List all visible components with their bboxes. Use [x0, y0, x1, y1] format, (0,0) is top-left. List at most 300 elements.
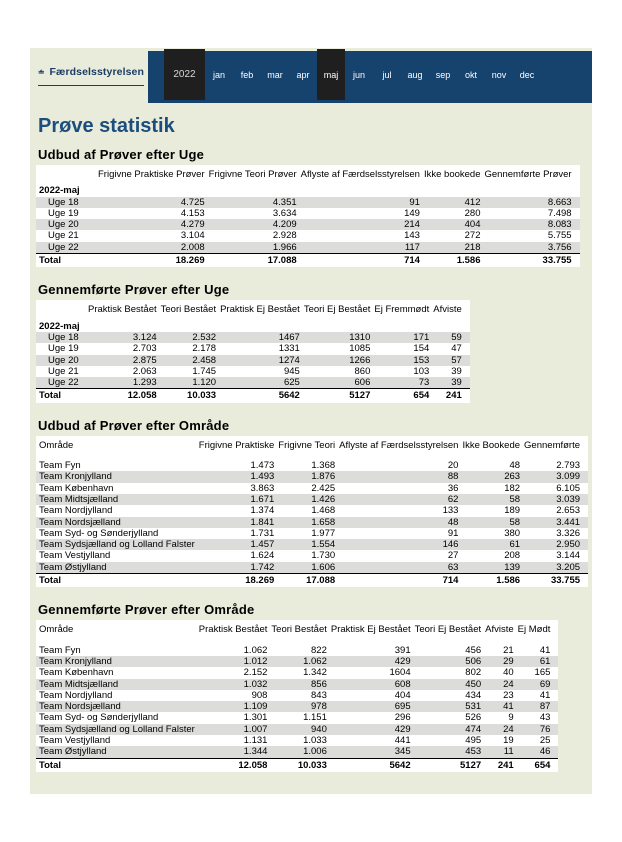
total-label: Total	[36, 389, 86, 403]
value-cell: 1.742	[250, 561, 275, 573]
value-cell: 860	[354, 365, 371, 377]
month-feb[interactable]: feb	[240, 69, 254, 80]
table-row	[36, 539, 588, 550]
table-udbud-omraade	[36, 436, 588, 588]
value-cell: 1.012	[243, 655, 268, 667]
table-row	[36, 562, 588, 574]
value-cell: 117	[404, 241, 420, 253]
value-cell: 2.152	[243, 667, 268, 679]
table-row	[36, 460, 588, 471]
row-label: Team Midtsjælland	[39, 678, 119, 690]
column-header: Ikke bookede	[423, 169, 481, 180]
value-cell: 404	[394, 689, 411, 701]
crown-icon	[38, 65, 45, 78]
table-row	[36, 701, 558, 712]
value-cell: 58	[509, 516, 521, 528]
value-cell: 474	[465, 723, 482, 735]
total-row	[36, 758, 558, 772]
header-row	[36, 436, 588, 454]
value-cell: 61	[539, 655, 551, 667]
value-cell: 606	[354, 377, 371, 389]
value-cell: 133	[442, 505, 459, 517]
value-cell: 2.703	[132, 343, 157, 355]
value-cell: 3.441	[556, 516, 581, 528]
value-cell: 165	[534, 667, 551, 679]
month-filter-list	[205, 49, 541, 100]
section-heading: Udbud af Prøver efter Uge	[38, 147, 205, 162]
month-dec[interactable]: dec	[519, 69, 535, 80]
section-gennemfoerte-omraade	[30, 602, 592, 772]
row-label: Team Vestjylland	[39, 550, 111, 562]
month-maj[interactable]: maj	[317, 49, 345, 100]
value-cell: 5.755	[547, 230, 572, 242]
column-header: Frigivne Praktiske	[198, 439, 275, 451]
value-cell: 1.493	[250, 471, 275, 483]
value-cell: 171	[413, 331, 430, 343]
value-cell: 1.032	[243, 678, 268, 690]
value-cell: 2.063	[132, 365, 157, 377]
value-cell: 945	[283, 365, 300, 377]
table-row	[36, 528, 588, 539]
value-cell: 1.131	[243, 734, 268, 746]
total-row	[36, 254, 580, 268]
group-row	[36, 319, 470, 332]
value-cell: 7.498	[547, 207, 572, 219]
value-cell: 58	[509, 493, 521, 505]
table-row	[36, 494, 588, 505]
table-gennemfoerte-uge	[36, 300, 470, 402]
value-cell: 43	[539, 712, 551, 724]
value-cell: 1.554	[311, 539, 336, 551]
value-cell: 695	[394, 701, 411, 713]
column-header: Aflyste af Færdselsstyrelsen	[339, 439, 459, 451]
value-cell: 76	[539, 723, 551, 735]
value-cell: 456	[465, 644, 482, 656]
value-cell: 1085	[349, 343, 371, 355]
month-apr[interactable]: apr	[296, 69, 310, 80]
value-cell: 1.007	[243, 723, 268, 735]
top-bar	[30, 48, 592, 105]
total-value: 33.755	[482, 254, 579, 268]
total-label: Total	[36, 574, 197, 588]
value-cell: 24	[503, 723, 514, 735]
value-cell: 2.950	[556, 539, 581, 551]
table-row	[36, 550, 588, 561]
row-label: Team Kronjylland	[39, 471, 112, 483]
value-cell: 450	[465, 678, 482, 690]
table-row	[36, 735, 558, 746]
value-cell: 41	[539, 644, 551, 656]
value-cell: 2.532	[192, 331, 217, 343]
total-value: 241	[431, 389, 470, 403]
column-header: Gennemførte Prøver	[484, 169, 572, 180]
value-cell: 9	[508, 712, 514, 724]
value-cell: 272	[464, 230, 481, 242]
row-label: Uge 20	[48, 219, 79, 231]
value-cell: 41	[503, 701, 514, 713]
value-cell: 1.841	[250, 516, 275, 528]
table-row	[36, 219, 580, 230]
total-value: 714	[337, 574, 460, 588]
month-nov[interactable]: nov	[491, 69, 507, 80]
value-cell: 940	[311, 723, 327, 735]
month-aug[interactable]: aug	[407, 69, 423, 80]
value-cell: 1331	[278, 343, 300, 355]
total-value: 10.033	[269, 758, 328, 772]
value-cell: 3.104	[180, 230, 205, 242]
total-row	[36, 574, 588, 588]
value-cell: 39	[451, 377, 462, 389]
value-cell: 608	[394, 678, 411, 690]
value-cell: 1.033	[303, 734, 327, 746]
value-cell: 46	[539, 746, 551, 758]
header-row	[36, 300, 470, 318]
content-area	[30, 48, 592, 794]
value-cell: 1.293	[132, 377, 157, 389]
table-row	[36, 505, 588, 516]
column-header: Praktisk Bestået	[88, 304, 157, 316]
value-cell: 531	[465, 701, 482, 713]
table-row	[36, 667, 558, 678]
value-cell: 280	[464, 207, 481, 219]
column-header: Frigivne Praktiske Prøver	[98, 169, 205, 180]
column-header: Gennemførte	[524, 439, 581, 451]
month-mar[interactable]: mar	[267, 69, 283, 80]
value-cell: 11	[503, 746, 514, 758]
value-cell: 214	[404, 219, 420, 231]
value-cell: 506	[465, 655, 482, 667]
value-cell: 2.875	[132, 354, 157, 366]
value-cell: 27	[447, 550, 459, 562]
value-cell: 47	[451, 343, 462, 355]
total-label: Total	[36, 758, 197, 772]
value-cell: 429	[394, 655, 411, 667]
column-header: Teori Ej Bestået	[414, 624, 482, 636]
value-cell: 263	[504, 471, 521, 483]
value-cell: 1.730	[311, 550, 336, 562]
value-cell: 103	[413, 365, 430, 377]
total-value: 12.058	[86, 389, 159, 403]
page-title: Prøve statistik	[38, 115, 175, 137]
value-cell: 802	[465, 667, 482, 679]
value-cell: 6.105	[556, 482, 581, 494]
row-label: Team Vestjylland	[39, 734, 111, 746]
column-header: Teori Ej Bestået	[303, 304, 371, 316]
total-value: 5642	[218, 389, 302, 403]
value-cell: 1.457	[250, 539, 275, 551]
value-cell: 1266	[349, 354, 371, 366]
column-header: Praktisk Ej Bestået	[330, 624, 411, 636]
value-cell: 1.062	[303, 655, 327, 667]
value-cell: 2.425	[311, 482, 336, 494]
row-label: Uge 22	[48, 377, 79, 389]
row-label: Uge 18	[48, 331, 79, 343]
section-heading: Gennemførte Prøver efter Uge	[38, 282, 230, 298]
value-cell: 2.793	[556, 460, 581, 472]
column-header: Praktisk Bestået	[198, 624, 268, 636]
month-okt[interactable]: okt	[464, 69, 477, 80]
value-cell: 3.039	[556, 493, 581, 505]
value-cell: 48	[447, 516, 459, 528]
section-heading: Gennemførte Prøver efter Område	[38, 602, 255, 618]
value-cell: 146	[442, 539, 459, 551]
value-cell: 154	[413, 343, 430, 355]
row-label: Uge 22	[48, 241, 79, 253]
value-cell: 1.006	[303, 746, 327, 758]
filter-bar	[148, 51, 592, 103]
value-cell: 3.756	[547, 241, 572, 253]
value-cell: 1.120	[192, 377, 217, 389]
table-row	[36, 746, 558, 758]
value-cell: 822	[311, 644, 327, 656]
row-label: Team Sydsjælland og Lolland Falster	[39, 539, 195, 551]
value-cell: 391	[394, 644, 411, 656]
total-value: 714	[299, 254, 422, 268]
value-cell: 434	[465, 689, 482, 701]
total-value: 241	[483, 758, 516, 772]
value-cell: 1.368	[311, 460, 336, 472]
value-cell: 21	[503, 644, 514, 656]
column-header: Ej Mødt	[517, 624, 551, 636]
total-value: 1.586	[422, 254, 483, 268]
table-row	[36, 645, 558, 656]
column-header: Teori Bestået	[160, 304, 217, 316]
table-row	[36, 712, 558, 723]
month-jun[interactable]: jun	[352, 69, 365, 80]
value-cell: 57	[451, 354, 462, 366]
value-cell: 48	[509, 460, 521, 472]
row-label: Uge 19	[48, 343, 79, 355]
value-cell: 3.205	[556, 561, 581, 573]
value-cell: 453	[465, 746, 482, 758]
total-value: 1.586	[460, 574, 522, 588]
row-label: Team Østjylland	[39, 561, 107, 573]
value-cell: 441	[394, 734, 411, 746]
value-cell: 404	[464, 219, 481, 231]
value-cell: 63	[447, 561, 459, 573]
value-cell: 1.062	[243, 644, 268, 656]
value-cell: 25	[539, 734, 551, 746]
value-cell: 29	[503, 655, 514, 667]
row-label: Team Nordsjælland	[39, 516, 121, 528]
value-cell: 88	[447, 471, 459, 483]
total-value: 654	[372, 389, 431, 403]
total-value: 10.033	[159, 389, 218, 403]
header-row	[36, 620, 558, 638]
value-cell: 1.624	[250, 550, 275, 562]
value-cell: 1.745	[192, 365, 217, 377]
value-cell: 4.279	[180, 219, 205, 231]
row-label: Team Østjylland	[39, 746, 107, 758]
value-cell: 1467	[278, 331, 300, 343]
section-udbud-omraade	[30, 418, 592, 588]
value-cell: 153	[413, 354, 430, 366]
year-filter[interactable]: 2022	[164, 49, 205, 100]
logo	[38, 65, 144, 86]
table-row	[36, 517, 588, 528]
total-value: 17.088	[276, 574, 337, 588]
value-cell: 3.326	[556, 527, 581, 539]
total-value: 18.269	[197, 574, 277, 588]
row-label: Team Fyn	[39, 460, 81, 472]
column-header	[36, 300, 86, 318]
value-cell: 4.153	[180, 207, 205, 219]
row-label: Team Sydsjælland og Lolland Falster	[39, 723, 195, 735]
group-row	[36, 183, 580, 196]
value-cell: 908	[251, 689, 268, 701]
value-cell: 1.966	[272, 241, 297, 253]
group-label: 2022-maj	[39, 185, 80, 197]
value-cell: 3.634	[272, 207, 297, 219]
table-row	[36, 332, 470, 343]
value-cell: 1.374	[250, 505, 275, 517]
table-row	[36, 242, 580, 254]
value-cell: 2.653	[556, 505, 581, 517]
value-cell: 69	[539, 678, 551, 690]
total-value: 5127	[413, 758, 484, 772]
value-cell: 4.351	[272, 196, 297, 208]
value-cell: 4.725	[180, 196, 205, 208]
table-row	[36, 471, 588, 482]
value-cell: 526	[465, 712, 482, 724]
table-row	[36, 724, 558, 735]
row-label: Team Nordjylland	[39, 689, 113, 701]
value-cell: 1.344	[243, 746, 268, 758]
table-row	[36, 377, 470, 389]
column-header: Afviste	[485, 624, 514, 636]
value-cell: 3.863	[250, 482, 275, 494]
table-row	[36, 690, 558, 701]
value-cell: 91	[409, 196, 420, 208]
value-cell: 4.209	[272, 219, 297, 231]
value-cell: 3.144	[556, 550, 581, 562]
value-cell: 2.928	[272, 230, 297, 242]
value-cell: 149	[404, 207, 420, 219]
value-cell: 1.731	[250, 527, 275, 539]
value-cell: 3.124	[132, 331, 157, 343]
value-cell: 61	[509, 539, 521, 551]
total-row	[36, 389, 470, 403]
value-cell: 380	[504, 527, 521, 539]
value-cell: 2.458	[192, 354, 217, 366]
value-cell: 87	[539, 701, 551, 713]
value-cell: 1.606	[311, 561, 336, 573]
column-header: Område	[39, 624, 74, 636]
column-header: Ej Fremmødt	[374, 304, 430, 316]
value-cell: 143	[404, 230, 420, 242]
value-cell: 1.876	[311, 471, 336, 483]
table-row	[36, 483, 588, 494]
table-gennemfoerte-omraade	[36, 620, 558, 772]
value-cell: 40	[503, 667, 514, 679]
table-row	[36, 343, 470, 354]
row-label: Team Kronjylland	[39, 655, 112, 667]
table-row	[36, 679, 558, 690]
value-cell: 41	[539, 689, 551, 701]
total-value: 12.058	[197, 758, 270, 772]
row-label: Team Syd- og Sønderjylland	[39, 712, 159, 724]
value-cell: 1274	[278, 354, 300, 366]
column-header: Frigivne Teori Prøver	[208, 169, 297, 180]
table-row	[36, 656, 558, 667]
value-cell: 412	[464, 196, 481, 208]
value-cell: 1.473	[250, 460, 275, 472]
row-label: Team Midtsjælland	[39, 493, 119, 505]
row-label: Uge 21	[48, 365, 79, 377]
column-header: Ikke Bookede	[462, 439, 521, 451]
table-row	[36, 366, 470, 377]
logo-text: Færdselsstyrelsen	[49, 65, 144, 78]
value-cell: 208	[504, 550, 521, 562]
value-cell: 1.301	[243, 712, 268, 724]
value-cell: 843	[311, 689, 327, 701]
table-row	[36, 208, 580, 219]
value-cell: 3.099	[556, 471, 581, 483]
value-cell: 345	[394, 746, 411, 758]
column-header: Område	[39, 439, 74, 451]
value-cell: 36	[447, 482, 459, 494]
column-header: Frigivne Teori	[278, 439, 336, 451]
value-cell: 189	[504, 505, 521, 517]
row-label: Team Syd- og Sønderjylland	[39, 527, 159, 539]
table-udbud-uge	[36, 165, 580, 267]
header-row	[36, 165, 580, 183]
value-cell: 2.008	[180, 241, 205, 253]
row-label: Uge 21	[48, 230, 79, 242]
table-row	[36, 230, 580, 241]
row-label: Team København	[39, 482, 114, 494]
table-row	[36, 197, 580, 208]
value-cell: 1.109	[243, 701, 268, 713]
value-cell: 978	[311, 701, 327, 713]
value-cell: 495	[465, 734, 482, 746]
group-label: 2022-maj	[39, 320, 80, 332]
value-cell: 1.151	[303, 712, 327, 724]
row-label: Team Nordsjælland	[39, 701, 121, 713]
value-cell: 8.663	[547, 196, 572, 208]
month-sep[interactable]: sep	[435, 69, 451, 80]
value-cell: 182	[504, 482, 521, 494]
row-label: Team Nordjylland	[39, 505, 113, 517]
value-cell: 1.671	[250, 493, 275, 505]
total-value: 5642	[329, 758, 413, 772]
value-cell: 20	[447, 460, 459, 472]
value-cell: 39	[451, 365, 462, 377]
value-cell: 1.658	[311, 516, 336, 528]
row-label: Team København	[39, 667, 114, 679]
value-cell: 139	[504, 561, 521, 573]
value-cell: 429	[394, 723, 411, 735]
column-header: Afviste	[433, 304, 462, 316]
value-cell: 218	[464, 241, 481, 253]
value-cell: 296	[394, 712, 411, 724]
month-jan[interactable]: jan	[212, 69, 225, 80]
column-header: Praktisk Ej Bestået	[220, 304, 300, 316]
value-cell: 73	[418, 377, 430, 389]
table-row	[36, 355, 470, 366]
total-value: 33.755	[522, 574, 588, 588]
section-heading: Udbud af Prøver efter Område	[38, 417, 230, 433]
value-cell: 24	[503, 678, 514, 690]
value-cell: 625	[283, 377, 300, 389]
value-cell: 62	[447, 493, 459, 505]
total-value: 654	[516, 758, 559, 772]
value-cell: 2.178	[192, 343, 217, 355]
value-cell: 1604	[389, 667, 411, 679]
row-label: Uge 19	[48, 207, 79, 219]
row-label: Uge 18	[48, 196, 79, 208]
month-jul[interactable]: jul	[382, 69, 392, 80]
